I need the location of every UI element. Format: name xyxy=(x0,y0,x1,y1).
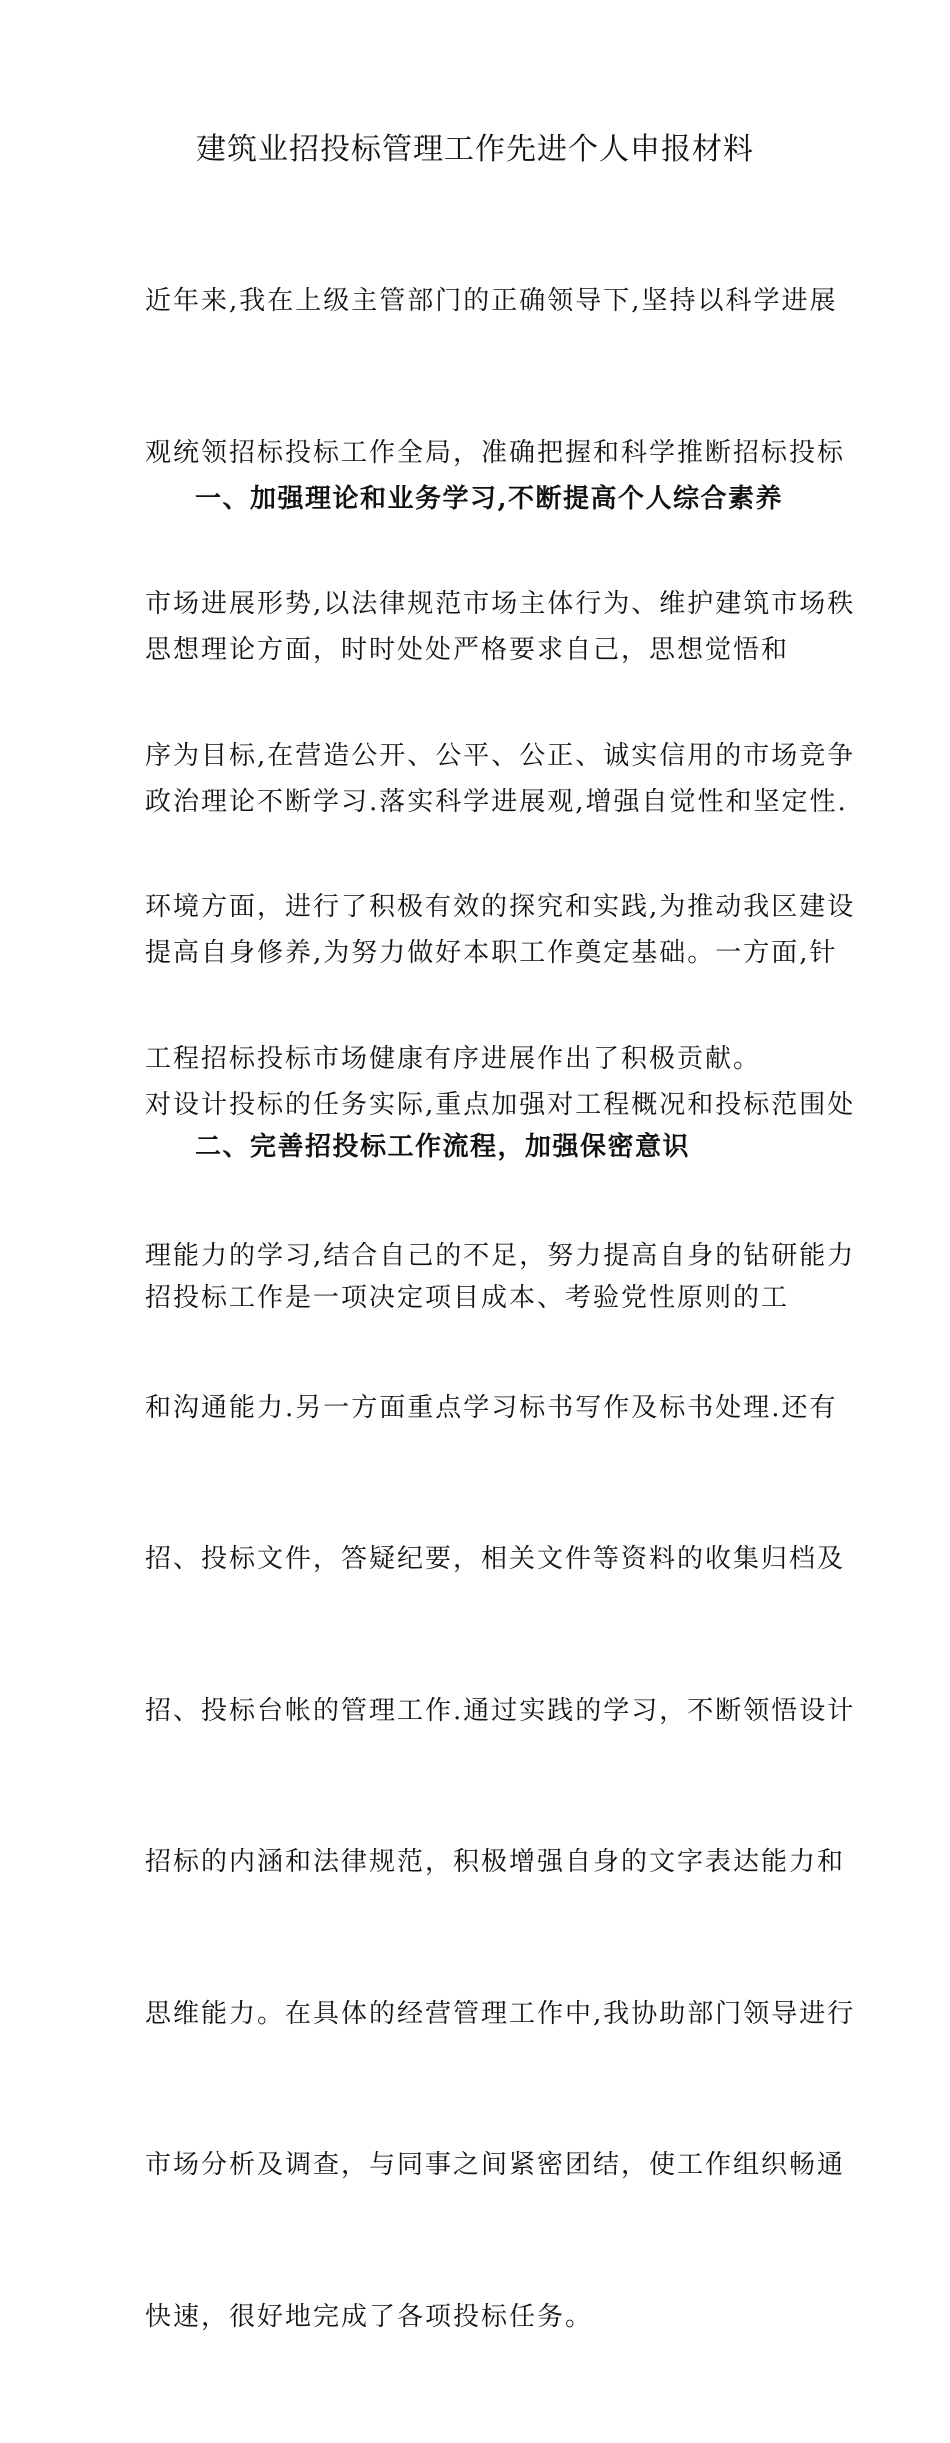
text-line: 近年来,我在上级主管部门的正确领导下,坚持以科学进展 xyxy=(145,286,838,316)
text-line: 观统领招标投标工作全局，准确把握和科学推断招标投标 xyxy=(145,437,846,468)
text-line: 工程招标投标市场健康有序进展作出了积极贡献。 xyxy=(145,1043,762,1074)
text-line: 提高自身修养,为努力做好本职工作奠定基础。一方面,针 xyxy=(145,938,838,968)
document-title: 建筑业招投标管理工作先进个人申报材料 xyxy=(196,132,754,167)
text-line: 环境方面，进行了积极有效的探究和实践,为推动我区建设 xyxy=(145,892,856,922)
text-line: 思想理论方面，时时处处严格要求自己，思想觉悟和 xyxy=(145,635,790,665)
text-line: 招标的内涵和法律规范，积极增强自身的文字表达能力和 xyxy=(145,1847,846,1877)
text-line: 招投标工作是一项决定项目成本、考验党性原则的工 xyxy=(145,1283,790,1313)
text-line: 思维能力。在具体的经营管理工作中,我协助部门领导进行 xyxy=(145,1998,856,2029)
text-line: 对设计投标的任务实际,重点加强对工程概况和投标范围处 xyxy=(145,1089,856,1120)
section-heading-1: 一、加强理论和业务学习,不断提高个人综合素养 xyxy=(195,484,784,514)
text-line: 招、投标文件，答疑纪要，相关文件等资料的收集归档及 xyxy=(145,1544,846,1574)
text-line: 市场分析及调查，与同事之间紧密团结，使工作组织畅通 xyxy=(145,2150,846,2180)
section-2-paragraph xyxy=(145,1172,856,1425)
text-line: 序为目标,在营造公开、公平、公正、诚实信用的市场竞争 xyxy=(145,740,856,771)
text-line: 快速，很好地完成了各项投标任务。 xyxy=(145,2301,594,2332)
text-line: 市场进展形势,以法律规范市场主体行为、维护建筑市场秩 xyxy=(145,589,856,619)
text-line: 和沟通能力.另一方面重点学习标书写作及标书处理.还有 xyxy=(145,1392,838,1423)
text-line: 招、投标台帐的管理工作.通过实践的学习，不断领悟设计 xyxy=(145,1695,856,1726)
section-1-paragraph xyxy=(145,524,856,2443)
text-line: 政治理论不断学习.落实科学进展观,增强自觉性和坚定性. xyxy=(145,786,848,817)
section-heading-2: 二、完善招投标工作流程，加强保密意识 xyxy=(195,1132,691,1162)
text-line: 理能力的学习,结合自己的不足，努力提高自身的钻研能力 xyxy=(145,1241,856,1271)
